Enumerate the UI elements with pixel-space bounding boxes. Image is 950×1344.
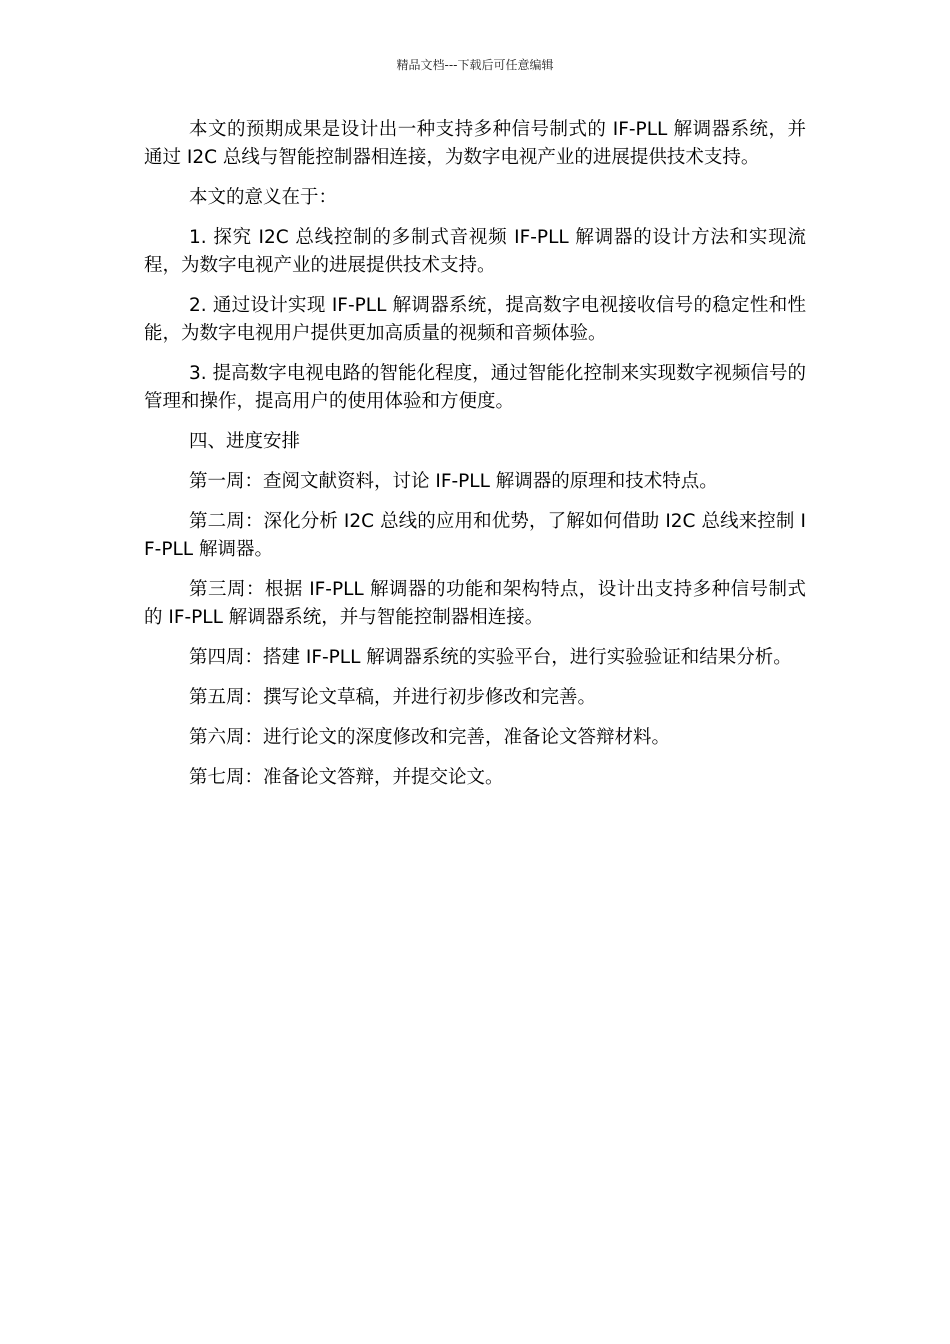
schedule-week-7: 第七周：准备论文答辩，并提交论文。	[189, 767, 504, 788]
document-body	[144, 116, 806, 804]
paragraph-significance-1: 1. 探究 I2C 总线控制的多制式音视频 IF-PLL 解调器的设计方法和实现流程，为数字电视产业的进展提供技术支持。	[144, 227, 806, 276]
paragraph-significance-3: 3. 提高数字电视电路的智能化程度，通过智能化控制来实现数字视频信号的管理和操作，提高用户的使用体验和方便度。	[144, 363, 806, 412]
paragraph-significance-intro: 本文的意义在于：	[189, 187, 338, 208]
section-heading-schedule: 四、进度安排	[189, 431, 301, 452]
paragraph-significance-2: 2. 通过设计实现 IF-PLL 解调器系统，提高数字电视接收信号的稳定性和性能，为数字电视用户提供更加高质量的视频和音频体验。	[144, 295, 806, 344]
schedule-week-3: 第三周：根据 IF-PLL 解调器的功能和架构特点，设计出支持多种信号制式的 IF-PLL 解调器系统，并与智能控制器相连接。	[144, 579, 806, 628]
schedule-week-1: 第一周：查阅文献资料，讨论 IF-PLL 解调器的原理和技术特点。	[189, 471, 718, 492]
schedule-week-5: 第五周：撰写论文草稿，并进行初步修改和完善。	[189, 687, 597, 708]
schedule-week-6: 第六周：进行论文的深度修改和完善，准备论文答辩材料。	[189, 727, 671, 748]
schedule-week-4: 第四周：搭建 IF-PLL 解调器系统的实验平台，进行实验验证和结果分析。	[189, 647, 792, 668]
schedule-week-2: 第二周：深化分析 I2C 总线的应用和优势，了解如何借助 I2C 总线来控制 IF-PLL 解调器。	[144, 511, 806, 560]
paragraph-expected-results: 本文的预期成果是设计出一种支持多种信号制式的 IF-PLL 解调器系统，并通过 I2C 总线与智能控制器相连接，为数字电视产业的进展提供技术支持。	[144, 119, 806, 168]
page-header: 精品文档---下载后可任意编辑	[396, 58, 554, 72]
